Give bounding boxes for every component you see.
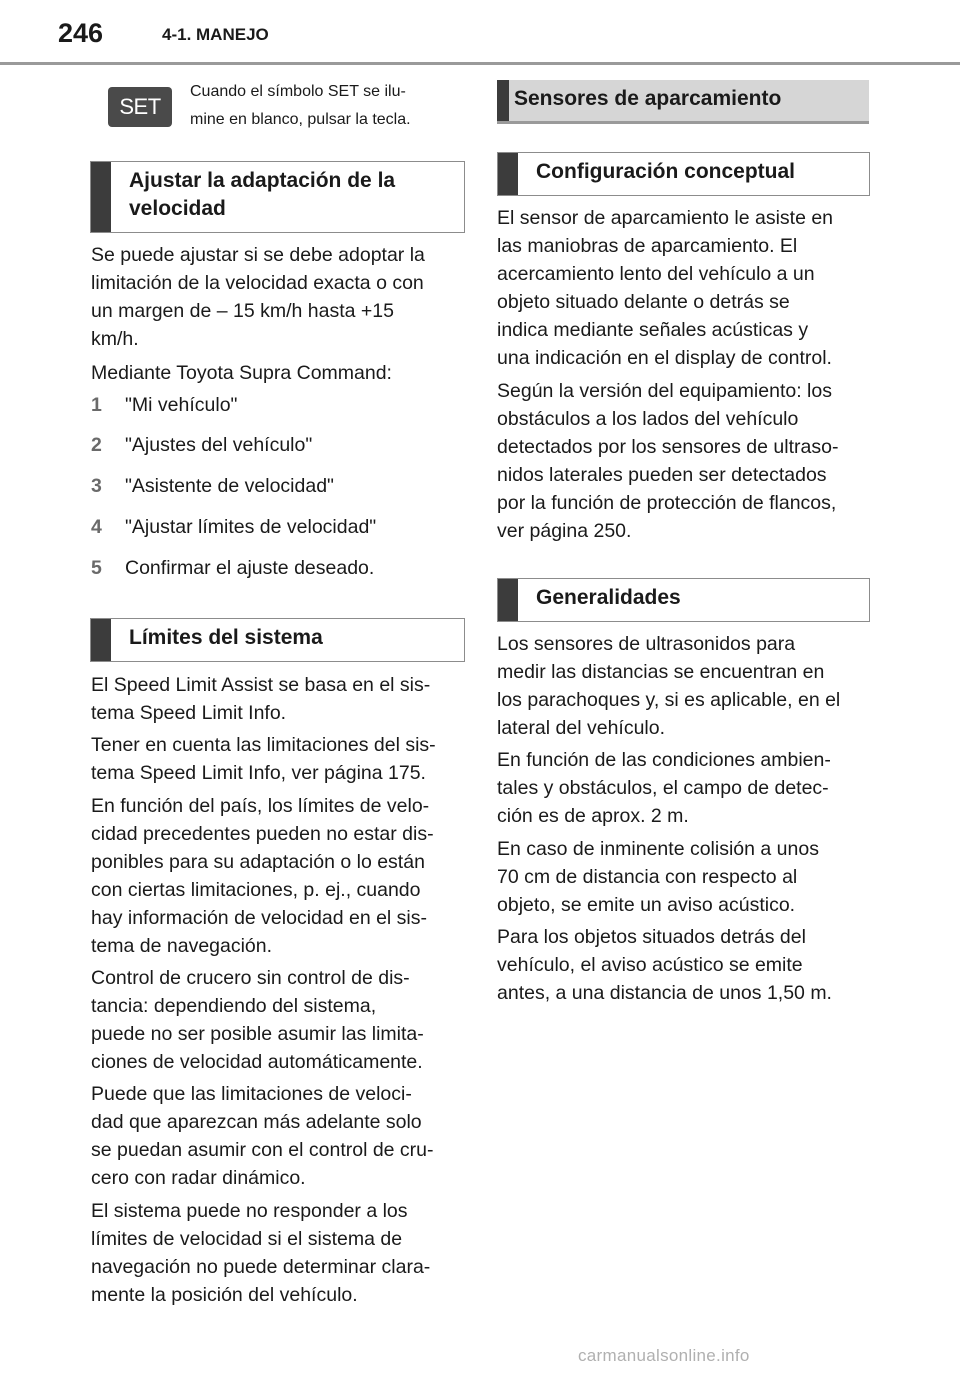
text-line: obstáculos a los lados del vehículo — [497, 408, 799, 430]
text-line: ciones de velocidad automáticamente. — [91, 1051, 423, 1073]
step-text: "Ajustes del vehículo" — [125, 434, 313, 456]
step-number: 2 — [91, 434, 102, 456]
text-line: una indicación en el display de control. — [497, 347, 832, 369]
text-line: km/h. — [91, 328, 139, 350]
text-line: El Speed Limit Assist se basa en el sis- — [91, 674, 431, 696]
step-number: 4 — [91, 516, 102, 538]
text-line: mente la posición del vehículo. — [91, 1284, 358, 1306]
main-heading-title: Sensores de aparcamiento — [514, 87, 782, 110]
text-line: El sensor de aparcamiento le asiste en — [497, 207, 834, 229]
paragraph-country — [91, 792, 465, 960]
text-line: antes, a una distancia de unos 1,50 m. — [497, 982, 832, 1004]
text-line: hay información de velocidad en el sis- — [91, 907, 428, 929]
paragraph-sensor-location — [497, 630, 869, 742]
heading-bar — [91, 162, 111, 232]
step-number: 3 — [91, 475, 102, 497]
text-line: Para los objetos situados detrás del — [497, 926, 806, 948]
set-key-icon: SET — [108, 87, 172, 127]
step-number: 1 — [91, 394, 102, 416]
page-header — [0, 0, 960, 66]
step-number: 5 — [91, 557, 102, 579]
text-line: un margen de – 15 km/h hasta +15 — [91, 300, 394, 322]
text-line: Tener en cuenta las limitaciones del sis- — [91, 734, 436, 756]
text-line: En función del país, los límites de velo- — [91, 795, 430, 817]
set-key-text-line: mine en blanco, pulsar la tecla. — [190, 111, 411, 128]
text-line: limitación de la velocidad exacta o con — [91, 272, 424, 294]
text-line: 70 cm de distancia con respecto al — [497, 866, 798, 888]
paragraph-equipment — [497, 377, 869, 545]
paragraph-later-limits — [91, 1080, 465, 1192]
text-line: vehículo, el aviso acústico se emite — [497, 954, 803, 976]
text-line: Los sensores de ultrasonidos para — [497, 633, 796, 655]
paragraph-cruise-control — [91, 964, 465, 1076]
text-line: puede no ser posible asumir las limita- — [91, 1023, 424, 1045]
heading-bar — [91, 619, 111, 661]
step-item — [91, 391, 465, 419]
section-label: 4-1. MANEJO — [162, 25, 269, 44]
heading-title: Generalidades — [536, 586, 681, 609]
text-line: Se puede ajustar si se debe adoptar la — [91, 244, 425, 266]
text-line: límites de velocidad si el sistema de — [91, 1228, 403, 1250]
text-line: tema Speed Limit Info, ver página 175. — [91, 762, 426, 784]
paragraph-parking-sensor — [497, 204, 869, 372]
step-item — [91, 431, 465, 459]
text-line: se puedan asumir con el control de cru- — [91, 1139, 434, 1161]
text-line: ponibles para su adaptación o lo están — [91, 851, 425, 873]
text-line: ver página 250. — [497, 520, 632, 542]
text-line: cero con radar dinámico. — [91, 1167, 306, 1189]
paragraph-detection-field — [497, 746, 869, 830]
paragraph-speed-limit-assist — [91, 671, 465, 727]
step-item — [91, 472, 465, 500]
heading-title-line: velocidad — [129, 197, 226, 220]
heading-system-limits — [90, 618, 465, 662]
heading-general — [497, 578, 870, 622]
step-text: "Mi vehículo" — [125, 394, 238, 416]
text-line: Según la versión del equipamiento: los — [497, 380, 832, 402]
main-heading-parking-sensors — [497, 80, 869, 124]
step-text: Confirmar el ajuste deseado. — [125, 557, 375, 579]
heading-title: Configuración conceptual — [536, 160, 796, 183]
paragraph-navigation — [91, 1197, 465, 1309]
heading-title-line: Ajustar la adaptación de la — [129, 169, 396, 192]
text-line: con ciertas limitaciones, p. ej., cuando — [91, 879, 421, 901]
heading-conceptual-config — [497, 152, 870, 196]
text-line: los parachoques y, si es aplicable, en el — [497, 689, 841, 711]
text-line: objeto, se emite un aviso acústico. — [497, 894, 796, 916]
text-line: En función de las condiciones ambien- — [497, 749, 831, 771]
set-key-note — [108, 78, 468, 134]
text-line: tema Speed Limit Info. — [91, 702, 287, 724]
text-line: indica mediante señales acústicas y — [497, 319, 809, 341]
text-line: dad que aparezcan más adelante solo — [91, 1111, 422, 1133]
watermark: carmanualsonline.info — [578, 1346, 750, 1365]
text-line: nidos laterales pueden ser detectados — [497, 464, 827, 486]
set-key-text-line: Cuando el símbolo SET se ilu- — [190, 83, 406, 100]
text-line: ción es de aprox. 2 m. — [497, 805, 689, 827]
heading-title: Límites del sistema — [129, 626, 323, 649]
paragraph-adjust — [91, 241, 465, 353]
text-line: tales y obstáculos, el campo de detec- — [497, 777, 829, 799]
page-number: 246 — [58, 18, 104, 48]
text-line: lateral del vehículo. — [497, 717, 666, 739]
text-line: Control de crucero sin control de dis- — [91, 967, 410, 989]
text-line: medir las distancias se encuentran en — [497, 661, 825, 683]
text-line: detectados por los sensores de ultraso- — [497, 436, 839, 458]
heading-speed-adaptation — [90, 161, 465, 233]
text-line: tancia: dependiendo del sistema, — [91, 995, 377, 1017]
heading-bar — [498, 579, 518, 621]
heading-bar — [498, 153, 518, 195]
heading-title — [129, 167, 454, 223]
set-key-text — [190, 78, 470, 134]
text-line: navegación no puede determinar clara- — [91, 1256, 431, 1278]
text-line: acercamiento lento del vehículo a un — [497, 263, 815, 285]
heading-bar — [497, 80, 509, 121]
header-divider — [0, 62, 960, 65]
step-item — [91, 554, 465, 582]
text-line: En caso de inminente colisión a unos — [497, 838, 819, 860]
text-line: El sistema puede no responder a los — [91, 1200, 408, 1222]
text-line: las maniobras de aparcamiento. El — [497, 235, 798, 257]
paragraph-collision-warning — [497, 835, 869, 919]
step-text: "Asistente de velocidad" — [125, 475, 334, 497]
paragraph-rear-objects — [497, 923, 869, 1007]
text-line: tema de navegación. — [91, 935, 273, 957]
text-line: cidad precedentes pueden no estar dis- — [91, 823, 434, 845]
text-line: objeto situado delante o detrás se — [497, 291, 790, 313]
text-line: Puede que las limitaciones de veloci- — [91, 1083, 412, 1105]
step-text: "Ajustar límites de velocidad" — [125, 516, 377, 538]
step-item — [91, 513, 465, 541]
text-line: por la función de protección de flancos, — [497, 492, 837, 514]
paragraph-limitations — [91, 731, 465, 787]
paragraph-command: Mediante Toyota Supra Command: — [91, 362, 392, 384]
